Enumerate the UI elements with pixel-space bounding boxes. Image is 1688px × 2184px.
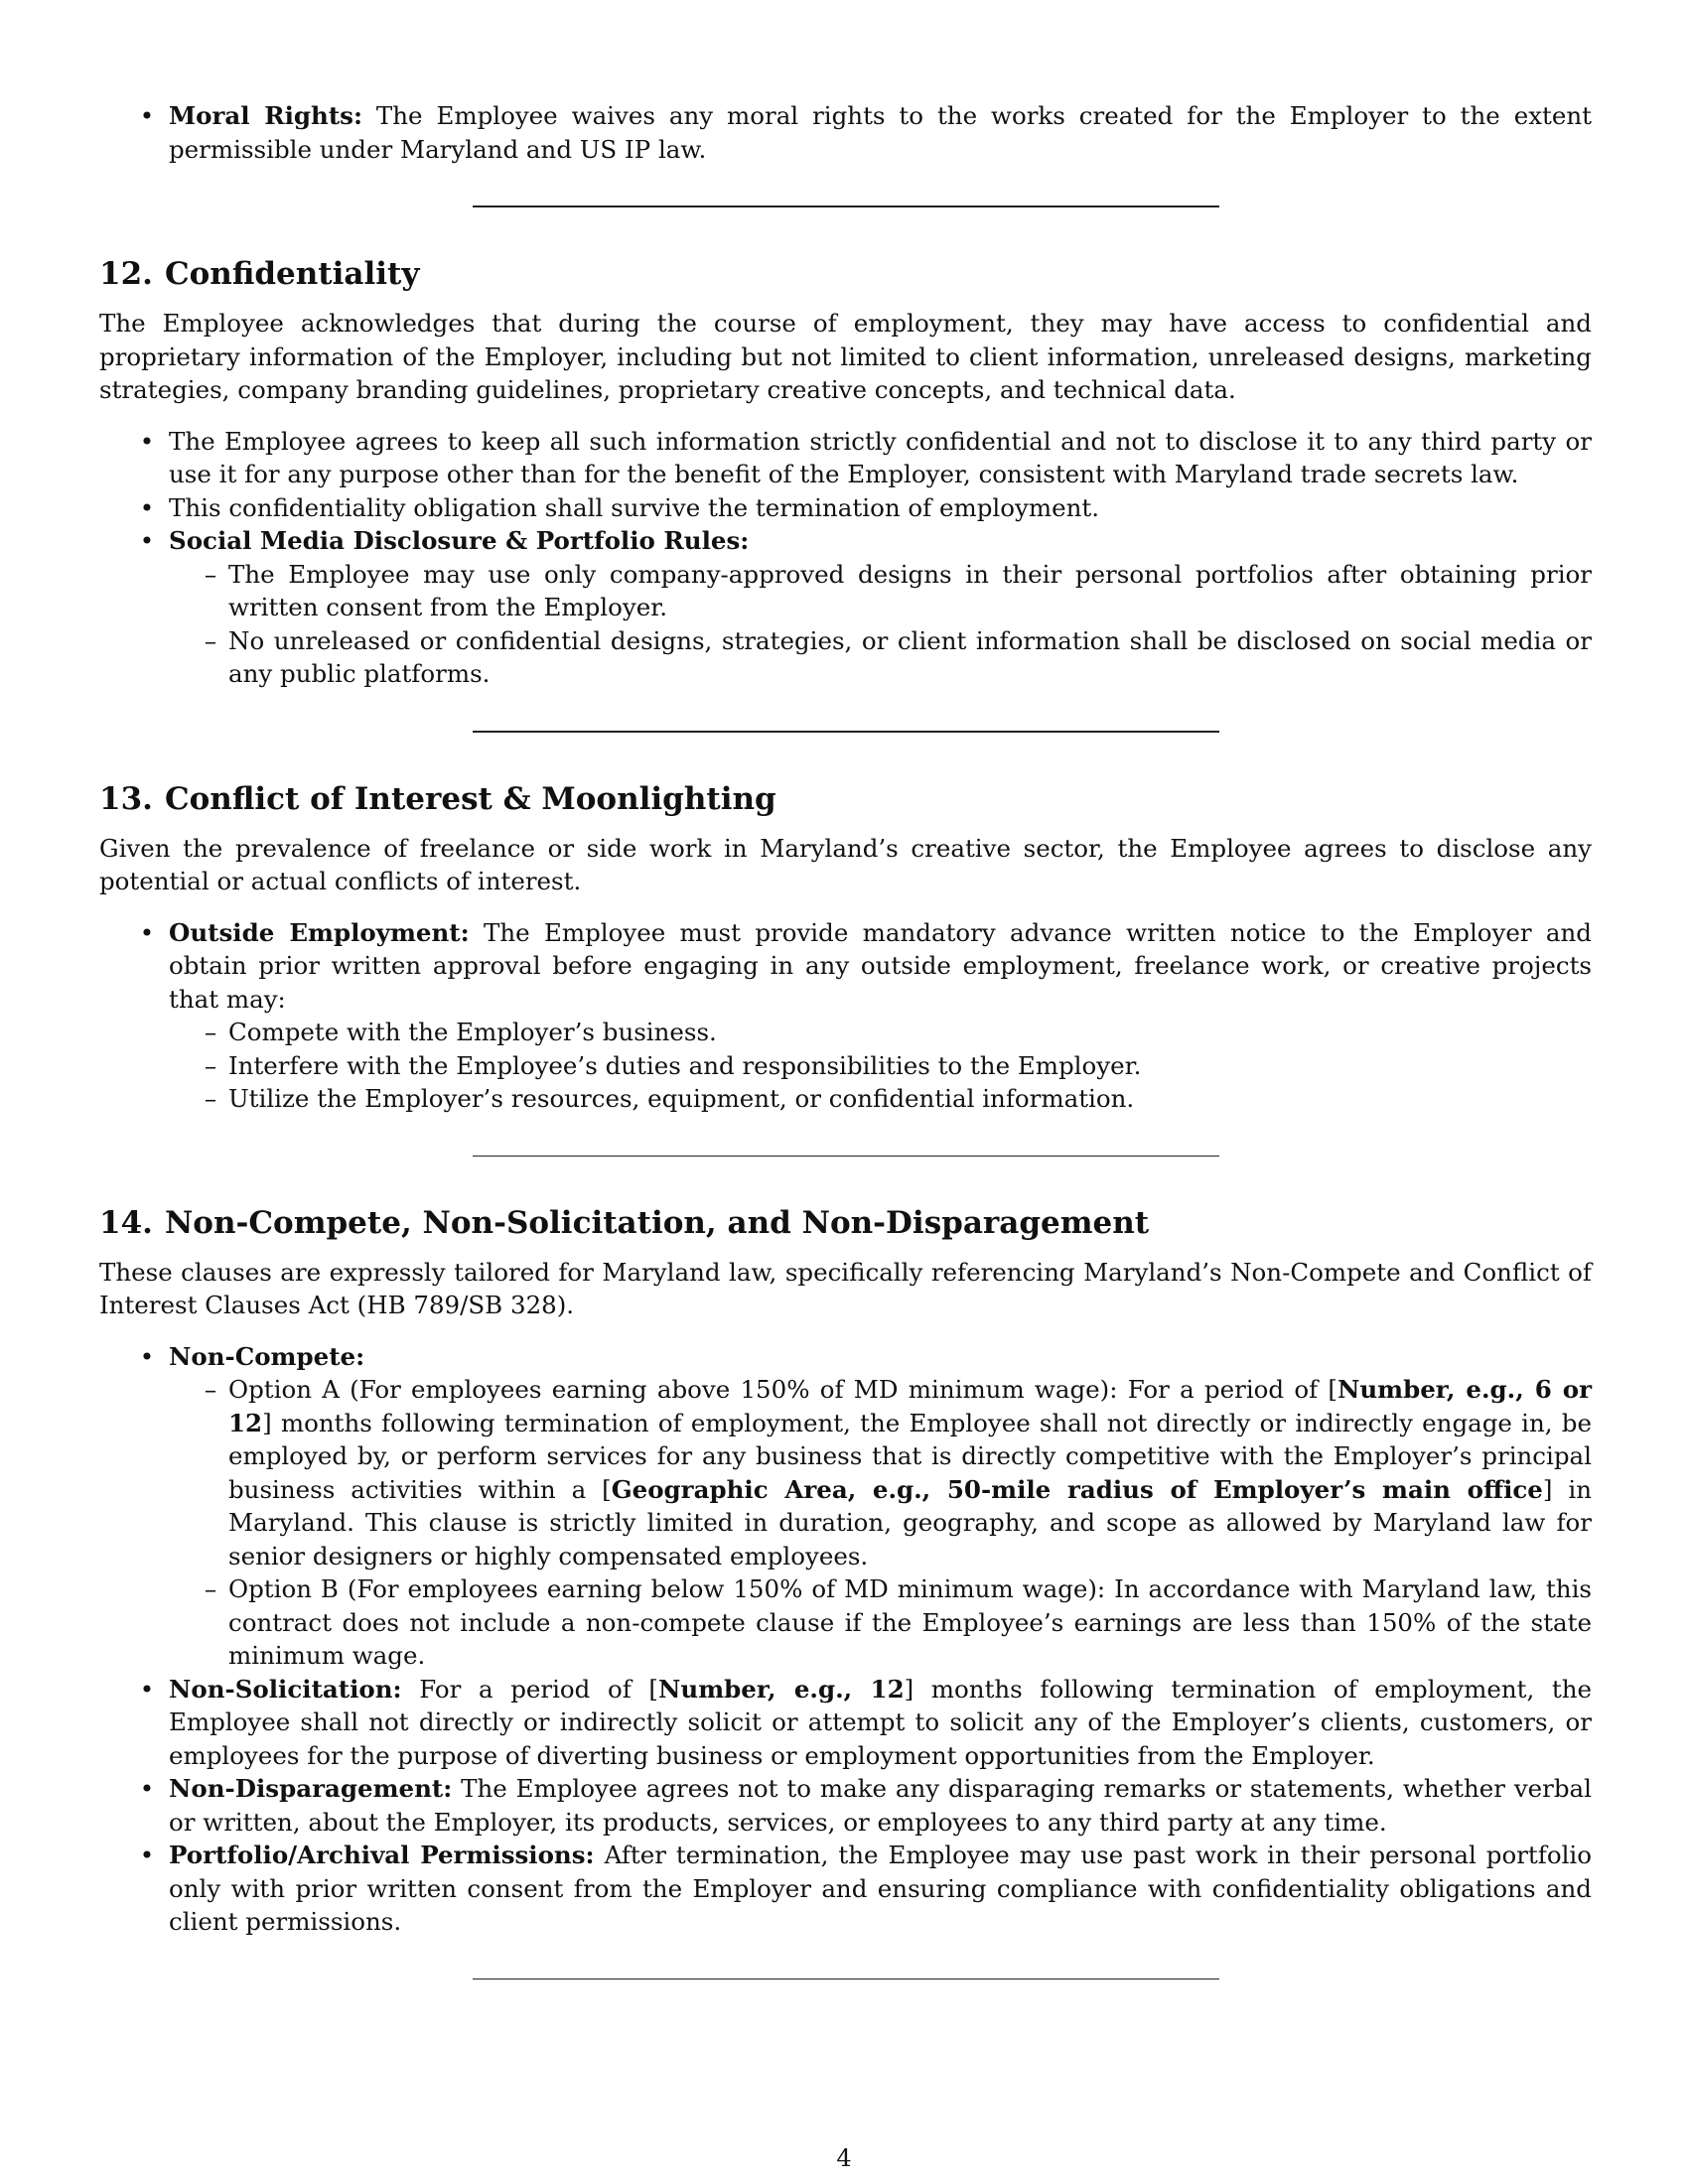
option-a-text: ] in Maryland. This clause is strictly limited in duration, geography, and scope as allowed by Maryland law for senior designers or highly compensated employees.	[228, 1474, 1592, 1570]
list-item	[99, 99, 1592, 166]
bullet-glyph: •	[139, 101, 155, 130]
placeholder-geographic-area: Geographic Area, e.g., 50-mile radius of Employer’s main office	[611, 1474, 1543, 1504]
list-item	[99, 1839, 1592, 1939]
dash-glyph: –	[204, 1018, 217, 1046]
list-item	[99, 916, 1592, 1116]
dash-glyph: –	[204, 625, 217, 655]
list-item-label: Portfolio/Archival Permissions:	[169, 1841, 595, 1869]
list-item-label: Outside Employment:	[169, 917, 470, 947]
list-item-label: Non-Disparagement:	[169, 1774, 453, 1803]
dash-glyph: –	[204, 1375, 217, 1404]
list-item-text: The Employee must provide mandatory advance written notice to the Employer and obtain prior written approval before engaging in any outside employment, freelance work, or creative projects that may:	[169, 917, 1592, 1014]
section-14-intro: These clauses are expressly tailored for Maryland law, specifically referencing Maryland’s Non-Compete and Conflict of Interest Clauses Act (HB 789/SB 328).	[99, 1257, 1592, 1319]
moral-rights-list	[99, 99, 1592, 166]
section-number: 12.	[99, 256, 153, 292]
sub-list-item-text: Utilize the Employer’s resources, equipment, or confidential information.	[228, 1084, 1135, 1113]
dash-glyph: –	[204, 1050, 217, 1080]
list-item-text: After termination, the Employee may use past work in their personal portfolio only with prior written consent from the Employer and ensuring compliance with confidentiality obligations and client permissions.	[169, 1841, 1592, 1936]
sub-list-item	[169, 558, 1592, 624]
bullet-glyph: •	[139, 1674, 155, 1704]
placeholder-number: Number, e.g., 12	[657, 1674, 905, 1704]
section-13-list	[99, 916, 1592, 1116]
option-b-text: Option B (For employees earning below 150% of MD minimum wage): In accordance with Maryland law, this contract does not include a non-compete clause if the Employee’s earnings are less than 150% of the state minimum wage.	[228, 1574, 1592, 1670]
sub-list-item-text: Compete with the Employer’s business.	[228, 1018, 717, 1046]
list-item-text: For a period of [	[401, 1674, 658, 1704]
sub-list-item-text: No unreleased or confidential designs, strategies, or client information shall be disclosed on social media or any public platforms.	[228, 625, 1592, 688]
section-13-heading	[99, 780, 1592, 818]
sub-list	[169, 1016, 1592, 1116]
dash-glyph: –	[204, 559, 217, 589]
sub-list-item	[169, 624, 1592, 691]
section-number: 14.	[99, 1204, 153, 1241]
bullet-glyph: •	[139, 1341, 155, 1371]
page-content	[99, 99, 1592, 1979]
section-title: Confidentiality	[164, 256, 420, 292]
page-number: 4	[836, 2144, 852, 2172]
bullet-glyph: •	[139, 526, 155, 555]
section-13-intro: Given the prevalence of freelance or side work in Maryland’s creative sector, the Employee agrees to disclose any potential or actual conflicts of interest.	[99, 833, 1592, 895]
list-item	[99, 1673, 1592, 1773]
bullet-glyph: •	[139, 1774, 155, 1803]
list-item-text: The Employee agrees not to make any disparaging remarks or statements, whether verbal or written, about the Employer, its products, services, or employees to any third party at any time.	[169, 1774, 1592, 1837]
sub-list-item-text: The Employee may use only company-approved designs in their personal portfolios after obtaining prior written consent from the Employer.	[228, 559, 1592, 621]
sub-list-item	[169, 1049, 1592, 1083]
list-item-text: This confidentiality obligation shall survive the termination of employment.	[169, 492, 1099, 522]
section-title: Non-Compete, Non-Solicitation, and Non-Disparagement	[164, 1204, 1150, 1241]
sub-list	[169, 558, 1592, 691]
list-item	[99, 524, 1592, 691]
list-item	[99, 1340, 1592, 1673]
list-item-text: ] months following termination of employment, the Employee shall not directly or indirectly solicit or attempt to solicit any of the Employer’s clients, customers, or employees for the purpose of diverting business or employment opportunities from the Employer.	[169, 1674, 1593, 1770]
list-item	[99, 425, 1592, 491]
list-item-label: Social Media Disclosure & Portfolio Rules:	[169, 526, 750, 555]
bullet-glyph: •	[139, 1841, 155, 1869]
list-item-text: The Employee agrees to keep all such information strictly confidential and not to disclose it to any third party or use it for any purpose other than for the benefit of the Employer, consistent with Maryland trade secrets law.	[169, 426, 1592, 488]
dash-glyph: –	[204, 1084, 217, 1113]
sub-list-item	[169, 1373, 1592, 1572]
sub-list-item-text: Interfere with the Employee’s duties and responsibilities to the Employer.	[228, 1050, 1142, 1080]
list-item-label: Non-Compete:	[169, 1341, 365, 1371]
sub-list	[169, 1373, 1592, 1673]
bullet-glyph: •	[139, 492, 155, 522]
section-12-list	[99, 425, 1592, 691]
placeholder-number: Number, e.g., 6 or 12	[228, 1375, 1592, 1437]
dash-glyph: –	[204, 1574, 217, 1603]
moral-rights-label: Moral Rights:	[169, 101, 362, 130]
section-14-heading	[99, 1204, 1592, 1242]
list-item-label: Non-Solicitation:	[169, 1674, 402, 1704]
section-number: 13.	[99, 780, 153, 817]
section-14-list	[99, 1340, 1592, 1939]
option-a-text: ] months following termination of employment, the Employee shall not directly or indirectly engage in, be employed by, or perform services for any business that is directly competitive with the Employer’s principal business activities within a [	[228, 1408, 1592, 1504]
option-a-text: Option A (For employees earning above 150% of MD minimum wage): For a period of [	[228, 1375, 1337, 1404]
section-12-heading	[99, 255, 1592, 293]
section-12-intro: The Employee acknowledges that during the course of employment, they may have access to confidential and proprietary information of the Employer, including but not limited to client information, unreleased designs, marketing strategies, company branding guidelines, proprietary creative concepts, and technical data.	[99, 309, 1592, 404]
moral-rights-text: The Employee waives any moral rights to the works created for the Employer to the extent permissible under Maryland and US IP law.	[169, 101, 1592, 164]
bullet-glyph: •	[139, 917, 155, 947]
sub-list-item	[169, 1082, 1592, 1116]
sub-list-item	[169, 1016, 1592, 1049]
list-item	[99, 1772, 1592, 1839]
sub-list-item	[169, 1572, 1592, 1673]
list-item	[99, 491, 1592, 525]
section-title: Conflict of Interest & Moonlighting	[164, 780, 776, 817]
bullet-glyph: •	[139, 426, 155, 456]
